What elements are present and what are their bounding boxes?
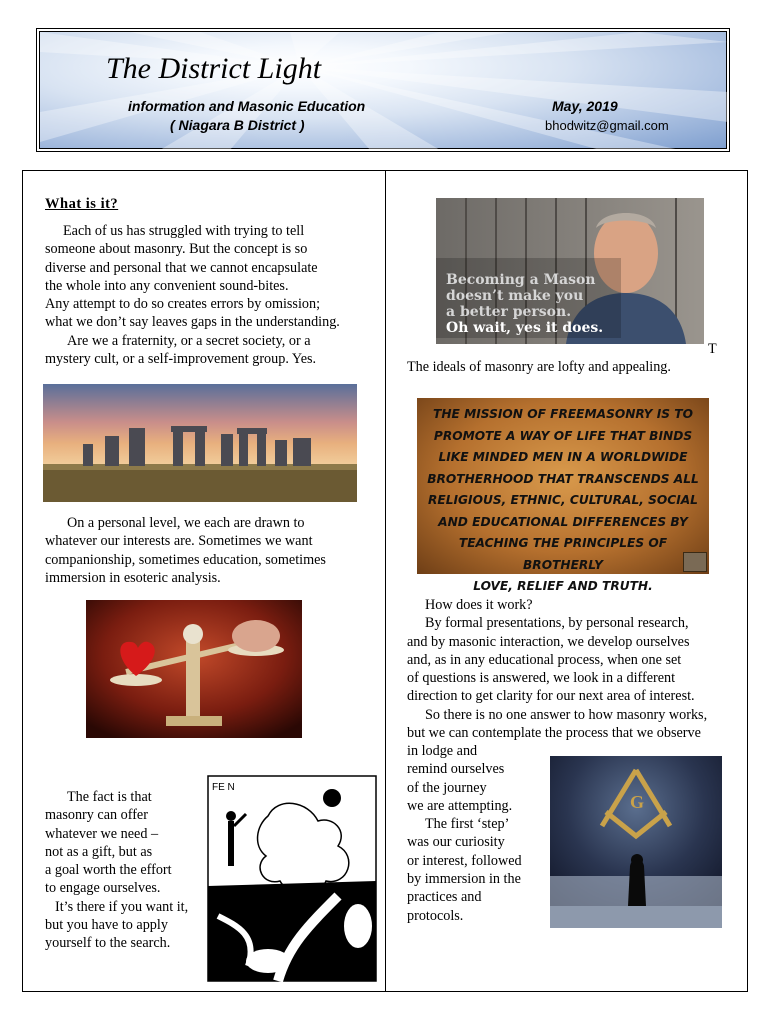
mission-statement-image <box>417 398 709 593</box>
square-and-compass-image <box>550 756 722 928</box>
mission-line: TEACHING THE PRINCIPLES OF BROTHERLY <box>458 536 668 572</box>
square-compass-emblem <box>683 552 707 572</box>
stray-letter: T <box>708 341 717 357</box>
mission-line: LIKE MINDED MEN IN A WORLDWIDE <box>438 450 688 464</box>
text-line: we are attempting. <box>407 797 513 814</box>
fact-paragraph <box>45 788 205 953</box>
text-line: The first ‘step’ <box>425 816 510 833</box>
text-line: The fact is that <box>67 789 152 805</box>
district-name: ( Niagara B District ) <box>170 117 305 133</box>
mission-line: LOVE, RELIEF AND TRUTH. <box>473 579 653 593</box>
text-line: direction to get clarity for our next area of interest. <box>407 688 695 705</box>
text-line: Each of us has struggled with trying to tell <box>63 223 305 239</box>
text-line: whatever we need – <box>45 825 159 842</box>
text-line: companionship, sometimes education, sometimes <box>45 551 326 568</box>
text-line: whatever our interests are. Sometimes we want <box>45 533 313 550</box>
issue-date: May, 2019 <box>552 98 618 114</box>
text-line: what we don’t say leaves gaps in the understanding. <box>45 314 340 331</box>
mission-text <box>417 404 709 598</box>
text-line: and, as in any educational process, when one set <box>407 651 682 668</box>
heart-brain-scale-image <box>86 600 302 738</box>
how-it-works-paragraph <box>407 596 737 742</box>
text-line: a goal worth the effort <box>45 862 172 879</box>
text-line: was our curiosity <box>407 834 505 851</box>
text-line: It’s there if you want it, <box>55 898 189 915</box>
text-line: in lodge and <box>407 743 478 759</box>
caption-line: Oh wait, yes it does. <box>446 320 604 336</box>
journey-illustration <box>208 776 376 981</box>
text-line: of the journey <box>407 779 487 796</box>
becoming-a-mason-photo <box>436 198 704 344</box>
text-line: mystery cult, or a self-improvement group. Yes. <box>45 351 317 368</box>
mission-line: THE MISSION OF FREEMASONRY IS TO <box>433 407 693 421</box>
personal-level-paragraph <box>45 514 375 587</box>
masthead <box>36 28 730 152</box>
text-line: of questions is answered, we look in a different <box>407 670 676 687</box>
mission-line: AND EDUCATIONAL DIFFERENCES BY <box>438 514 688 529</box>
caption-line: Becoming a Mason <box>446 272 596 288</box>
text-line: or interest, followed <box>407 852 522 869</box>
contact-email[interactable]: bhodwitz@gmail.com <box>545 118 669 133</box>
intro-paragraph <box>45 222 375 368</box>
text-line: How does it work? <box>425 597 533 613</box>
newsletter-subtitle: information and Masonic Education <box>128 98 366 114</box>
artist-initials: FE N <box>212 782 235 793</box>
column-divider <box>385 170 386 992</box>
journey-paragraph <box>407 742 547 925</box>
text-line: but you have to apply <box>45 917 168 934</box>
text-line: remind ourselves <box>407 761 505 778</box>
newsletter-title: The District Light <box>106 52 322 85</box>
text-line: yourself to the search. <box>45 935 171 952</box>
text-line: So there is no one answer to how masonry works, <box>425 706 708 723</box>
masthead-banner <box>39 31 727 149</box>
text-line: masonry can offer <box>45 807 148 824</box>
svg-text:G: G <box>630 792 645 812</box>
text-line: diverse and personal that we cannot encapsulate <box>45 259 318 276</box>
text-line: the whole into any convenient sound-bites. <box>45 277 289 294</box>
text-line: not as a gift, but as <box>45 843 153 860</box>
text-line: but we can contemplate the process that we observe <box>407 725 701 742</box>
text-line: protocols. <box>407 907 464 924</box>
text-line: practices and <box>407 889 482 906</box>
text-line: Are we a fraternity, or a secret society, or a <box>67 332 311 349</box>
caption-line: a better person. <box>446 304 572 320</box>
text-line: On a personal level, we each are drawn to <box>67 515 305 531</box>
text-line: By formal presentations, by personal research, <box>425 615 689 632</box>
mission-line: BROTHERHOOD THAT TRANSCENDS ALL <box>427 471 699 486</box>
text-line: to engage ourselves. <box>45 880 161 897</box>
section-heading: What is it? <box>45 196 119 212</box>
mission-line: PROMOTE A WAY OF LIFE THAT BINDS <box>433 428 693 443</box>
stonehenge-image <box>43 384 357 502</box>
text-line: by immersion in the <box>407 871 521 888</box>
text-line: immersion in esoteric analysis. <box>45 569 221 586</box>
text-line: Any attempt to do so creates errors by omission; <box>45 296 321 313</box>
photo-caption <box>446 272 603 336</box>
text-line: and by masonic interaction, we develop ourselves <box>407 633 690 650</box>
ideals-sentence: The ideals of masonry are lofty and appealing. <box>407 359 671 375</box>
text-line: someone about masonry. But the concept is so <box>45 241 308 258</box>
mission-line: RELIGIOUS, ETHNIC, CULTURAL, SOCIAL <box>428 493 698 507</box>
caption-line: doesn’t make you <box>446 288 584 304</box>
